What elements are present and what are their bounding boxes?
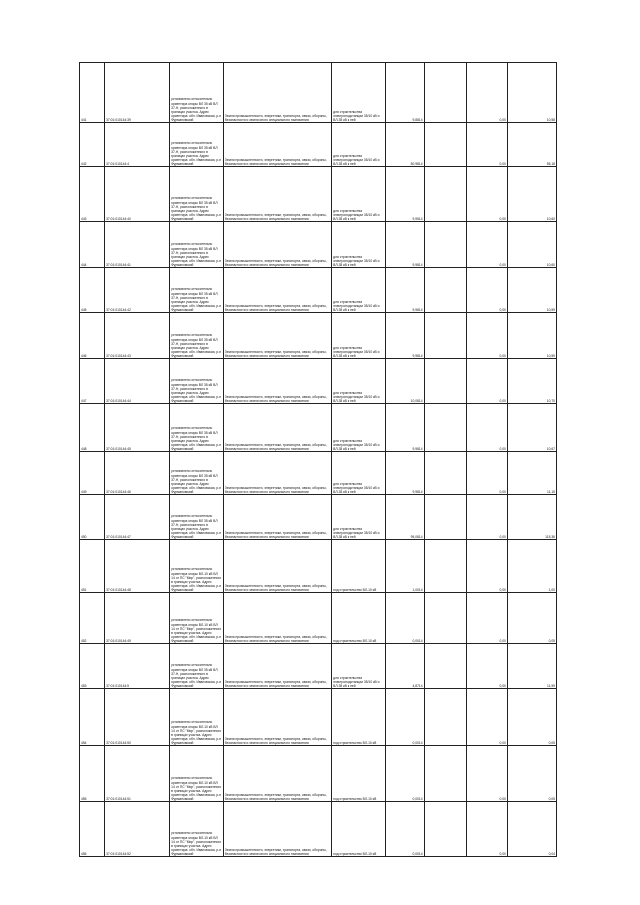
empty-cell	[424, 495, 466, 540]
area-value	[385, 63, 424, 123]
cadastral-number	[105, 452, 170, 495]
row-number-text: 446	[81, 353, 87, 358]
area-value-text: 0,0014	[412, 796, 423, 801]
table-row	[80, 222, 557, 268]
permitted-use-text: под строительство ВЛ-10 кВ	[333, 638, 377, 643]
row-number-text: 451	[81, 587, 87, 592]
permitted-use-text: под строительство ВЛ-10 кВ	[333, 796, 377, 801]
sum-value-text: 10,60	[546, 216, 555, 221]
cadastral-number-text: 37:01:010144:39	[106, 117, 131, 122]
row-number-text: 455	[81, 796, 87, 801]
area-value-text: 9,9514	[412, 216, 423, 221]
rate-value-text: 0,00	[499, 216, 506, 221]
area-value-text: 9,8814	[412, 117, 423, 122]
rate-value-text: 0,00	[499, 534, 506, 539]
cadastral-number-text: 37:01:010144:4	[106, 161, 130, 166]
area-value	[385, 123, 424, 167]
rate-value-text: 0,00	[499, 398, 506, 403]
location-description-text: установлено относительно ориентира опоры ВЛ 35 кВ ВЛ 37-Н, расположенного в границах участка. Адрес ориентира: обл. Ивановская, р-н Фурмановский	[171, 663, 223, 688]
empty-cell	[424, 222, 466, 268]
sum-value	[507, 167, 556, 222]
table-row	[80, 495, 557, 540]
sum-value-text: 10,60	[546, 262, 555, 267]
rate-value-text: 0,00	[499, 307, 506, 312]
rate-value-text: 0,00	[499, 851, 506, 856]
rate-value	[466, 495, 507, 540]
empty-cell	[424, 644, 466, 689]
area-value	[385, 268, 424, 313]
table-row	[80, 644, 557, 689]
row-number-text: 450	[81, 534, 87, 539]
land-category	[223, 313, 331, 359]
area-value	[385, 404, 424, 452]
cadastral-number	[105, 746, 170, 802]
permitted-use-text: под строительство ВЛ-10 кВ	[333, 851, 377, 856]
empty-cell	[424, 268, 466, 313]
location-description	[170, 802, 224, 857]
rate-value	[466, 404, 507, 452]
location-description-text: установлено относительно ориентира опоры ВЛ 35 кВ ВЛ 37-Н, расположенного в границах участка. Адрес ориентира: обл. Ивановская, р-н Фурмановский	[171, 196, 223, 221]
row-number-text: 449	[81, 489, 87, 494]
land-category	[223, 63, 331, 123]
rate-value-text: 0,00	[499, 161, 506, 166]
land-category-text: Земли промышленности, энергетики, транспорта, связи, обороны, безопасности и земли иного специального назначения	[224, 847, 328, 856]
row-number-text: 443	[81, 216, 87, 221]
sum-value-text: 11,15	[546, 489, 555, 494]
cadastral-number	[105, 222, 170, 268]
land-category	[223, 644, 331, 689]
permitted-use	[332, 802, 386, 857]
land-category	[223, 593, 331, 644]
row-number	[80, 593, 105, 644]
sum-value	[507, 222, 556, 268]
area-value	[385, 593, 424, 644]
location-description	[170, 313, 224, 359]
cadastral-number-text: 37:01:010144:46	[106, 489, 131, 494]
permitted-use	[332, 746, 386, 802]
permitted-use	[332, 222, 386, 268]
area-value	[385, 746, 424, 802]
row-number	[80, 689, 105, 746]
permitted-use-text: для строительства электроподстанции 35/10 кВ и ВЛ-35 кВ к ней	[333, 254, 381, 267]
cadastral-number-text: 37:01:010144:50	[106, 740, 131, 745]
land-category-text: Земли промышленности, энергетики, транспорта, связи, обороны, безопасности и земли иного специального назначения	[224, 258, 328, 267]
rate-value-text: 0,00	[499, 587, 506, 592]
permitted-use	[332, 404, 386, 452]
sum-value-text: 115,36	[545, 534, 555, 539]
sum-value-text: 0,04	[548, 851, 555, 856]
permitted-use	[332, 359, 386, 404]
sum-value-text: 0,05	[548, 740, 555, 745]
row-number	[80, 222, 105, 268]
location-description-text: установлено относительно ориентира опоры ВЛ 35 кВ ВЛ 37-Н, расположенного в границах участка. Адрес ориентира: обл. Ивановская, р-н Фурмановский	[171, 242, 223, 267]
permitted-use-text: для строительства электроподстанции 35/10 кВ и ВЛ-35 кВ к ней	[333, 153, 381, 166]
area-value-text: 9,9814	[412, 353, 423, 358]
location-description	[170, 746, 224, 802]
area-value-text: 9,9814	[412, 262, 423, 267]
sum-value	[507, 593, 556, 644]
land-category	[223, 746, 331, 802]
land-category	[223, 268, 331, 313]
empty-cell	[424, 167, 466, 222]
area-value	[385, 644, 424, 689]
cadastral-number-text: 37:01:010144:40	[106, 216, 131, 221]
cadastral-number-text: 37:01:010144:45	[106, 446, 131, 451]
rate-value	[466, 167, 507, 222]
land-category	[223, 123, 331, 167]
location-description-text: установлено относительно ориентира опоры ВЛ 35 кВ ВЛ 37-Н, расположенного в границах участка. Адрес ориентира: обл. Ивановская, р-н Фурмановский	[171, 333, 223, 358]
location-description	[170, 644, 224, 689]
land-category-text: Земли промышленности, энергетики, транспорта, связи, обороны, безопасности и земли иного специального назначения	[224, 442, 328, 451]
land-category	[223, 404, 331, 452]
sum-value	[507, 359, 556, 404]
land-category-text: Земли промышленности, энергетики, транспорта, связи, обороны, безопасности и земли иного специального назначения	[224, 349, 328, 358]
row-number-text: 447	[81, 398, 87, 403]
cadastral-number	[105, 63, 170, 123]
location-description-text: установлено относительно ориентира опоры ВЛ-10 кВ ВЛ 14 от ПС "Мир", расположенного в границах участка. Адрес ориентира: обл. Ивановская, р-н Фурмановский	[171, 776, 223, 801]
table-row	[80, 802, 557, 857]
area-value	[385, 802, 424, 857]
rate-value	[466, 359, 507, 404]
empty-cell	[424, 689, 466, 746]
land-category-text: Земли промышленности, энергетики, транспорта, связи, обороны, безопасности и земли иного специального назначения	[224, 212, 328, 221]
land-category-text: Земли промышленности, энергетики, транспорта, связи, обороны, безопасности и земли иного специального назначения	[224, 485, 328, 494]
empty-cell	[424, 123, 466, 167]
rate-value-text: 0,00	[499, 117, 506, 122]
area-value-text: 0,0014	[412, 851, 423, 856]
sum-value	[507, 452, 556, 495]
location-description	[170, 404, 224, 452]
sum-value-text: 11,59	[546, 683, 555, 688]
land-category	[223, 540, 331, 593]
land-category	[223, 222, 331, 268]
sum-value	[507, 123, 556, 167]
cadastral-number	[105, 268, 170, 313]
row-number-text: 456	[81, 851, 87, 856]
cadastral-number-text: 37:01:010144:47	[106, 534, 131, 539]
table-row	[80, 313, 557, 359]
sum-value-text: 1,00	[548, 587, 555, 592]
area-value	[385, 359, 424, 404]
cadastral-number	[105, 802, 170, 857]
table-row	[80, 404, 557, 452]
cadastral-number	[105, 123, 170, 167]
table-row	[80, 123, 557, 167]
table-row	[80, 746, 557, 802]
cadastral-number-text: 37:01:010144:48	[106, 587, 131, 592]
location-description-text: установлено относительно ориентира опоры ВЛ 35 кВ ВЛ 37-Н, расположенного в границах участка. Адрес ориентира: обл. Ивановская, р-н Фурмановский	[171, 514, 223, 539]
permitted-use-text: для строительства электроподстанции 35/10 кВ и ВЛ-35 кВ к ней	[333, 345, 381, 358]
cadastral-number	[105, 593, 170, 644]
location-description	[170, 268, 224, 313]
rate-value	[466, 452, 507, 495]
permitted-use-text: для строительства электроподстанции 35/10 кВ и ВЛ-35 кВ к ней	[333, 526, 381, 539]
permitted-use	[332, 313, 386, 359]
location-description	[170, 689, 224, 746]
empty-cell	[424, 802, 466, 857]
land-category-text: Земли промышленности, энергетики, транспорта, связи, обороны, безопасности и земли иного специального назначения	[224, 394, 328, 403]
permitted-use	[332, 167, 386, 222]
land-category	[223, 802, 331, 857]
location-description	[170, 167, 224, 222]
rate-value	[466, 746, 507, 802]
cadastral-number-text: 37:01:010144:52	[106, 851, 131, 856]
row-number	[80, 268, 105, 313]
sum-value	[507, 689, 556, 746]
land-category	[223, 167, 331, 222]
permitted-use	[332, 593, 386, 644]
rate-value-text: 0,00	[499, 489, 506, 494]
land-category	[223, 452, 331, 495]
rate-value-text: 0,00	[499, 638, 506, 643]
land-category-text: Земли промышленности, энергетики, транспорта, связи, обороны, безопасности и земли иного специального назначения	[224, 634, 328, 643]
location-description	[170, 63, 224, 123]
row-number-text: 453	[81, 683, 87, 688]
land-category-text: Земли промышленности, энергетики, транспорта, связи, обороны, безопасности и земли иного специального назначения	[224, 157, 328, 166]
cadastral-number	[105, 167, 170, 222]
location-description-text: установлено относительно ориентира опоры ВЛ-10 кВ ВЛ 14 от ПС "Мир", расположенного в границах участка. Адрес ориентира: обл. Ивановская, р-н Фурмановский	[171, 831, 223, 856]
cadastral-number	[105, 644, 170, 689]
cadastral-number	[105, 359, 170, 404]
row-number	[80, 313, 105, 359]
permitted-use-text: для строительства электроподстанции 35/10 кВ и ВЛ-35 кВ к ней	[333, 481, 381, 494]
sum-value	[507, 644, 556, 689]
permitted-use	[332, 268, 386, 313]
sum-value-text: 10,59	[546, 353, 555, 358]
rate-value	[466, 644, 507, 689]
sum-value-text: 10,67	[546, 446, 555, 451]
area-value-text: 9,9814	[412, 446, 423, 451]
row-number-text: 452	[81, 638, 87, 643]
row-number	[80, 540, 105, 593]
rate-value	[466, 268, 507, 313]
rate-value	[466, 123, 507, 167]
area-value	[385, 540, 424, 593]
location-description-text: установлено относительно ориентира опоры ВЛ 35 кВ ВЛ 37-Н, расположенного в границах участка. Адрес ориентира: обл. Ивановская, р-н Фурмановский	[171, 287, 223, 312]
cadastral-number-text: 37:01:010144:49	[106, 638, 131, 643]
table-row	[80, 452, 557, 495]
sum-value-text: 10,70	[546, 398, 555, 403]
empty-cell	[424, 452, 466, 495]
location-description-text: установлено относительно ориентира опоры ВЛ-10 кВ ВЛ 14 от ПС "Мир", расположенного в границах участка. Адрес ориентира: обл. Ивановская, р-н Фурмановский	[171, 618, 223, 643]
register-body	[80, 63, 557, 857]
rate-value-text: 0,00	[499, 446, 506, 451]
land-category-text: Земли промышленности, энергетики, транспорта, связи, обороны, безопасности и земли иного специального назначения	[224, 303, 328, 312]
permitted-use-text: для строительства электроподстанции 35/10 кВ и ВЛ-35 кВ к ней	[333, 208, 381, 221]
area-value-text: 9,9814	[412, 489, 423, 494]
area-value-text: 95,0814	[410, 534, 423, 539]
area-value-text: 9,9814	[412, 307, 423, 312]
sum-value-text: 10,59	[546, 307, 555, 312]
row-number	[80, 63, 105, 123]
sum-value	[507, 540, 556, 593]
sum-value	[507, 268, 556, 313]
sum-value	[507, 63, 556, 123]
location-description	[170, 540, 224, 593]
area-value	[385, 495, 424, 540]
row-number-text: 445	[81, 307, 87, 312]
land-category-text: Земли промышленности, энергетики, транспорта, связи, обороны, безопасности и земли иного специального назначения	[224, 113, 328, 122]
area-value	[385, 222, 424, 268]
location-description-text: установлено относительно ориентира опоры ВЛ-10 кВ ВЛ 14 от ПС "Мир", расположенного в границах участка. Адрес ориентира: обл. Ивановская, р-н Фурмановский	[171, 720, 223, 745]
cadastral-number	[105, 689, 170, 746]
permitted-use	[332, 63, 386, 123]
permitted-use	[332, 452, 386, 495]
area-value-text: 0,0014	[412, 638, 423, 643]
row-number-text: 444	[81, 262, 87, 267]
land-category	[223, 495, 331, 540]
location-description-text: установлено относительно ориентира опоры ВЛ 35 кВ ВЛ 37-Н, расположенного в границах участка. Адрес ориентира: обл. Ивановская, р-н Фурмановский	[171, 378, 223, 403]
location-description-text: установлено относительно ориентира опоры ВЛ 35 кВ ВЛ 37-Н, расположенного в границах участка. Адрес ориентира: обл. Ивановская, р-н Фурмановский	[171, 97, 223, 122]
table-row	[80, 540, 557, 593]
permitted-use-text: для строительства электроподстанции 35/10 кВ и ВЛ-35 кВ к ней	[333, 675, 381, 688]
rate-value-text: 0,00	[499, 683, 506, 688]
cadastral-number	[105, 495, 170, 540]
land-category-text: Земли промышленности, энергетики, транспорта, связи, обороны, безопасности и земли иного специального назначения	[224, 679, 328, 688]
cadastral-number-text: 37:01:010144:43	[106, 353, 131, 358]
empty-cell	[424, 404, 466, 452]
empty-cell	[424, 63, 466, 123]
area-value	[385, 167, 424, 222]
sum-value	[507, 313, 556, 359]
row-number	[80, 359, 105, 404]
sum-value	[507, 495, 556, 540]
land-category	[223, 359, 331, 404]
row-number	[80, 452, 105, 495]
rate-value-text: 0,00	[499, 353, 506, 358]
location-description-text: установлено относительно ориентира опоры ВЛ 35 кВ ВЛ 37-Н, расположенного в границах участка. Адрес ориентира: обл. Ивановская, р-н Фурмановский	[171, 141, 223, 166]
area-value-text: 1,0014	[412, 587, 423, 592]
permitted-use-text: для строительства электроподстанции 35/10 кВ и ВЛ-35 кВ к ней	[333, 299, 381, 312]
rate-value	[466, 802, 507, 857]
location-description	[170, 593, 224, 644]
rate-value-text: 0,00	[499, 262, 506, 267]
row-number-text: 454	[81, 740, 87, 745]
empty-cell	[424, 540, 466, 593]
rate-value	[466, 63, 507, 123]
row-number	[80, 495, 105, 540]
row-number-text: 448	[81, 446, 87, 451]
table-row	[80, 689, 557, 746]
empty-cell	[424, 359, 466, 404]
row-number	[80, 123, 105, 167]
table-row	[80, 268, 557, 313]
cadastral-number-text: 37:01:010144:5	[106, 683, 130, 688]
permitted-use-text: под строительство ВЛ-10 кВ	[333, 740, 377, 745]
row-number-text: 441	[81, 117, 87, 122]
land-category-text: Земли промышленности, энергетики, транспорта, связи, обороны, безопасности и земли иного специального назначения	[224, 736, 328, 745]
land-category-text: Земли промышленности, энергетики, транспорта, связи, обороны, безопасности и земли иного специального назначения	[224, 530, 328, 539]
permitted-use	[332, 540, 386, 593]
permitted-use-text: под строительство ВЛ-10 кВ	[333, 587, 377, 592]
table-row	[80, 167, 557, 222]
location-description	[170, 495, 224, 540]
location-description-text: установлено относительно ориентира опоры ВЛ-10 кВ ВЛ 14 от ПС "Мир", расположенного в границах участка. Адрес ориентира: обл. Ивановская, р-н Фурмановский	[171, 567, 223, 592]
location-description-text: установлено относительно ориентира опоры ВЛ 35 кВ ВЛ 37-Н, расположенного в границах участка. Адрес ориентира: обл. Ивановская, р-н Фурмановский	[171, 426, 223, 451]
row-number	[80, 644, 105, 689]
rate-value	[466, 222, 507, 268]
sum-value-text: 10,58	[546, 117, 555, 122]
permitted-use	[332, 495, 386, 540]
cadastral-number-text: 37:01:010144:51	[106, 796, 131, 801]
empty-cell	[424, 746, 466, 802]
area-value-text: 0,0014	[412, 740, 423, 745]
area-value-text: 4,8714	[412, 683, 423, 688]
rate-value	[466, 593, 507, 644]
empty-cell	[424, 313, 466, 359]
rate-value	[466, 313, 507, 359]
table-row	[80, 63, 557, 123]
permitted-use	[332, 123, 386, 167]
permitted-use-text: для строительства электроподстанции 35/10 кВ и ВЛ-35 кВ к ней	[333, 390, 381, 403]
sum-value-text: 0,05	[548, 638, 555, 643]
rate-value-text: 0,00	[499, 740, 506, 745]
location-description	[170, 452, 224, 495]
table-row	[80, 359, 557, 404]
permitted-use	[332, 689, 386, 746]
permitted-use-text: для строительства электроподстанции 35/10 кВ и ВЛ-35 кВ к ней	[333, 109, 381, 122]
cadastral-number-text: 37:01:010144:44	[106, 398, 131, 403]
row-number	[80, 802, 105, 857]
row-number	[80, 167, 105, 222]
land-category	[223, 689, 331, 746]
land-register-table	[79, 62, 557, 857]
area-value	[385, 313, 424, 359]
land-category-text: Земли промышленности, энергетики, транспорта, связи, обороны, безопасности и земли иного специального назначения	[224, 792, 328, 801]
cadastral-number	[105, 313, 170, 359]
rate-value	[466, 540, 507, 593]
area-value	[385, 452, 424, 495]
row-number	[80, 404, 105, 452]
rate-value	[466, 689, 507, 746]
row-number-text: 442	[81, 161, 87, 166]
area-value-text: 50,9814	[410, 161, 423, 166]
location-description-text: установлено относительно ориентира опоры ВЛ 35 кВ ВЛ 37-Н, расположенного в границах участка. Адрес ориентира: обл. Ивановская, р-н Фурмановский	[171, 469, 223, 494]
area-value	[385, 689, 424, 746]
permitted-use	[332, 644, 386, 689]
cadastral-number-text: 37:01:010144:42	[106, 307, 131, 312]
location-description	[170, 123, 224, 167]
area-value-text: 10,0814	[410, 398, 423, 403]
sum-value-text: 0,05	[548, 796, 555, 801]
permitted-use-text: для строительства электроподстанции 35/10 кВ и ВЛ-35 кВ к ней	[333, 438, 381, 451]
land-category-text: Земли промышленности, энергетики, транспорта, связи, обороны, безопасности и земли иного специального назначения	[224, 583, 328, 592]
cadastral-number	[105, 404, 170, 452]
empty-cell	[424, 593, 466, 644]
cadastral-number	[105, 540, 170, 593]
sum-value	[507, 746, 556, 802]
sum-value	[507, 404, 556, 452]
location-description	[170, 222, 224, 268]
sum-value	[507, 802, 556, 857]
cadastral-number-text: 37:01:010144:41	[106, 262, 131, 267]
location-description	[170, 359, 224, 404]
sum-value-text: 55,18	[546, 161, 555, 166]
table-row	[80, 593, 557, 644]
rate-value-text: 0,00	[499, 796, 506, 801]
row-number	[80, 746, 105, 802]
